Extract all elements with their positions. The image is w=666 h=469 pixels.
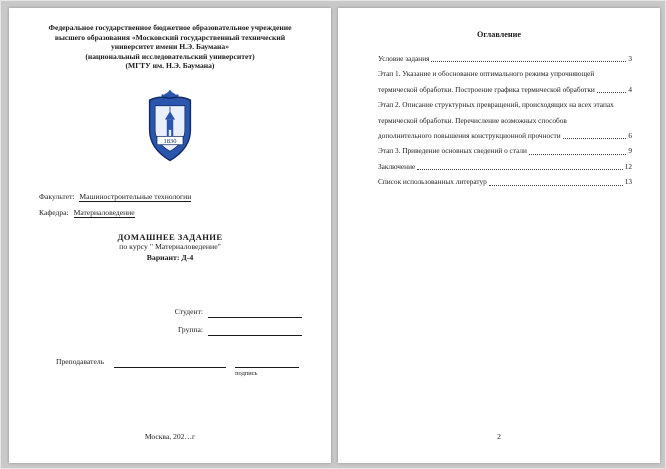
student-block xyxy=(159,307,331,336)
toc-entry-text: Условие задания xyxy=(378,53,430,63)
department-label: Кафедра: xyxy=(39,207,69,217)
assignment-title: ДОМАШНЕЕ ЗАДАНИЕ xyxy=(117,231,223,242)
toc-entry xyxy=(378,66,632,81)
toc-list xyxy=(378,51,632,190)
teacher-label: Преподаватель xyxy=(56,357,105,367)
toc-title: Оглавление xyxy=(477,30,521,39)
course-line: по курсу " Материаловедение" xyxy=(119,242,221,252)
teacher-name-blank xyxy=(114,357,226,368)
toc-entry xyxy=(378,113,632,128)
group-blank xyxy=(208,325,302,336)
faculty-row xyxy=(39,192,331,201)
signature-column xyxy=(235,357,299,377)
toc-entry-text: термической обработки. Перечисление возможных способов xyxy=(378,115,567,125)
toc-entry-text: Этап 1. Указание и обоснование оптимального режима упрочняющей xyxy=(378,69,595,79)
toc-entry-page: 3 xyxy=(628,53,632,63)
city-year-footer: Москва, 202…г xyxy=(144,432,196,441)
toc-page xyxy=(338,8,660,463)
header-line: Федеральное государственное бюджетное образовательное учреждение xyxy=(48,23,292,32)
faculty-label: Факультет: xyxy=(39,191,75,201)
toc-dot-leader xyxy=(563,138,627,139)
university-header xyxy=(33,23,307,71)
toc-entry-page: 4 xyxy=(628,84,632,94)
toc-entry xyxy=(378,97,632,112)
faculty-value: Машиностроительные технологии xyxy=(79,191,192,201)
toc-entry-page: 12 xyxy=(624,161,632,171)
header-line: (МГТУ им. Н.Э. Баумана) xyxy=(125,61,215,71)
assignment-title-block xyxy=(9,232,331,264)
teacher-row xyxy=(56,357,331,377)
toc-entry-text: Список использованных литератур xyxy=(378,177,487,187)
toc-entry xyxy=(378,143,632,158)
student-name-blank xyxy=(208,307,302,318)
toc-entry-text: термической обработки. Построение графика термической обработки xyxy=(378,84,595,94)
toc-dot-leader xyxy=(529,154,626,155)
variant-line: Вариант: Д-4 xyxy=(146,252,194,262)
header-line: высшего образования «Московский государственный технический xyxy=(54,32,286,42)
toc-entry-page: 13 xyxy=(624,177,632,187)
toc-entry xyxy=(378,174,632,189)
toc-entry-page: 9 xyxy=(628,146,632,156)
signature-blank xyxy=(235,357,299,368)
university-emblem xyxy=(9,89,331,172)
toc-entry-text: Этап 3. Приведение основных сведений о стали xyxy=(378,146,527,156)
toc-entry xyxy=(378,159,632,174)
group-row xyxy=(159,325,331,336)
emblem-shield-graphic xyxy=(142,89,198,167)
header-line: университет имени Н.Э. Баумана» xyxy=(110,42,230,52)
toc-entry xyxy=(378,128,632,143)
faculty-department-block xyxy=(39,192,331,217)
toc-entry-text: Этап 2. Описание структурных превращений, происходящих на всех этапах xyxy=(378,100,614,110)
toc-dot-leader xyxy=(489,185,623,186)
student-label: Студент: xyxy=(174,307,203,317)
emblem-year: 1830 xyxy=(163,137,177,145)
department-value: Материаловедение xyxy=(73,207,135,217)
toc-entry-page: 6 xyxy=(628,130,632,140)
title-page xyxy=(9,8,331,463)
toc-dot-leader xyxy=(417,169,622,170)
student-row xyxy=(159,307,331,318)
toc-entry xyxy=(378,51,632,66)
toc-dot-leader xyxy=(597,92,627,93)
group-label: Группа: xyxy=(177,325,203,335)
toc-entry-text: дополнительного повышения конструкционной прочности xyxy=(378,130,561,140)
signature-caption: подпись xyxy=(235,370,258,378)
page-number: 2 xyxy=(497,432,501,441)
toc-entry-text: Заключение xyxy=(378,161,416,171)
toc-entry xyxy=(378,82,632,97)
header-line: (национальный исследовательский университет) xyxy=(85,51,255,61)
toc-dot-leader xyxy=(431,61,626,62)
department-row xyxy=(39,208,331,217)
